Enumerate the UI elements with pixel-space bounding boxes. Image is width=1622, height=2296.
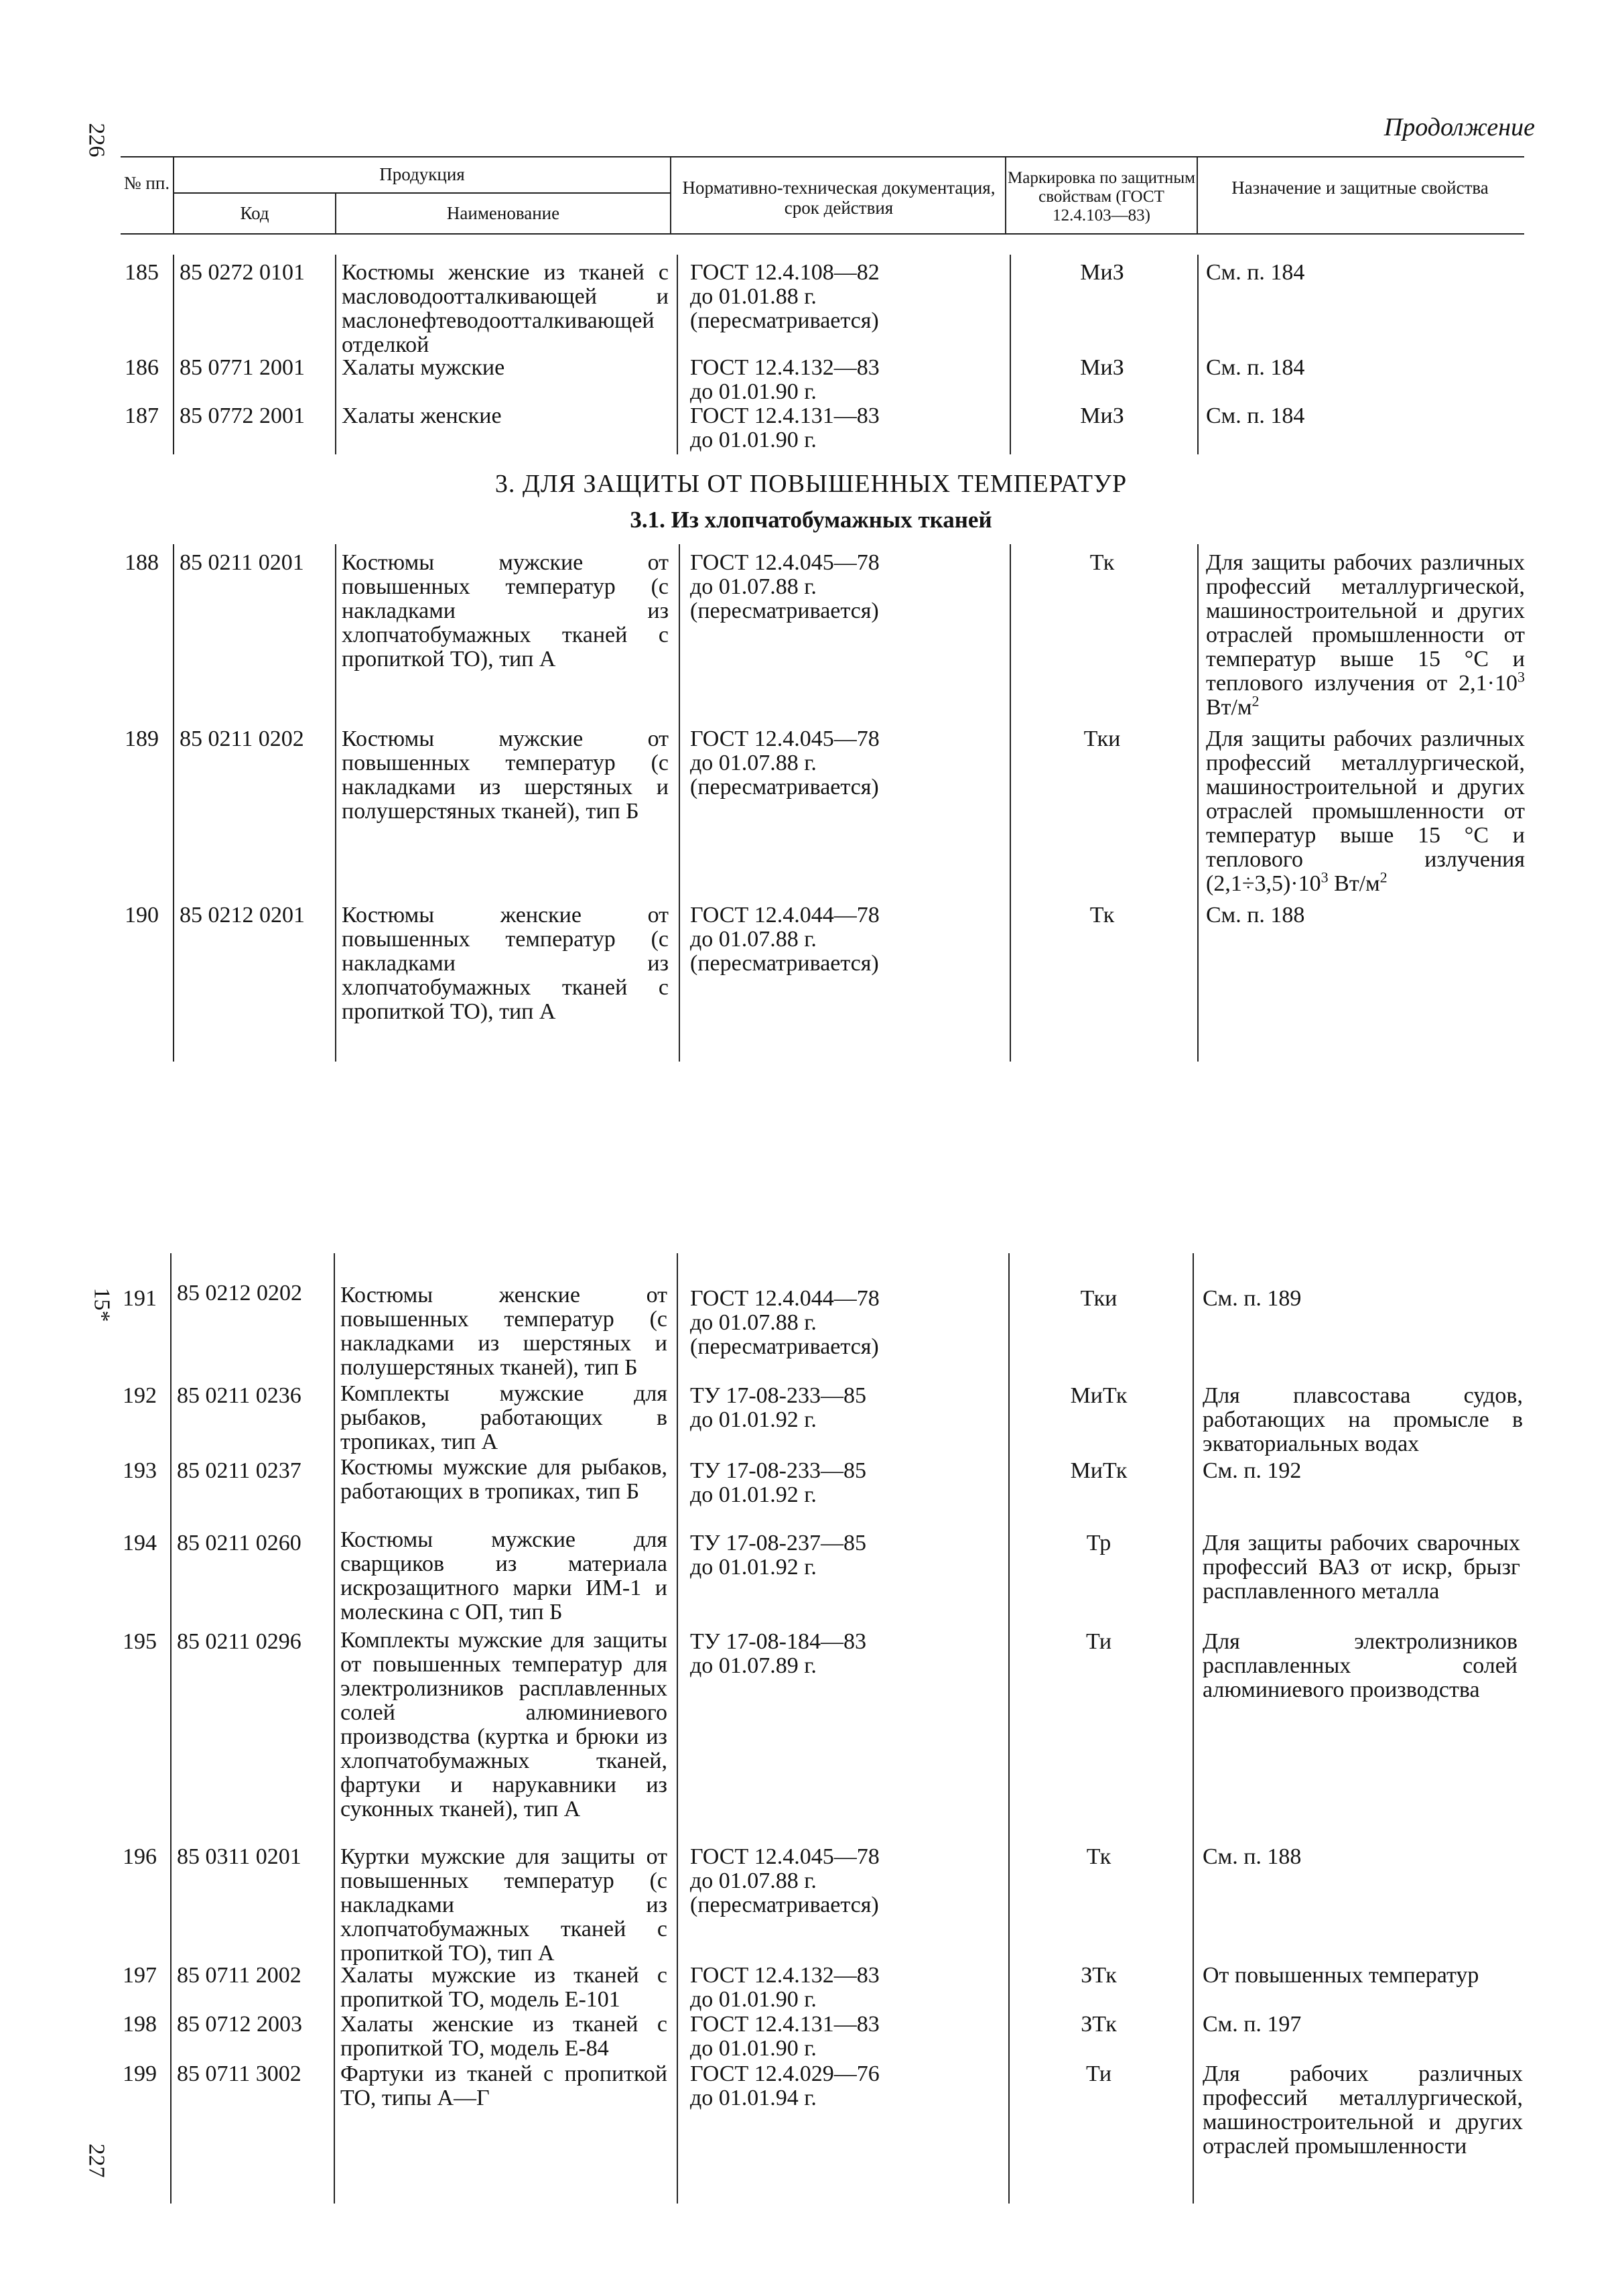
- protection-marking: Тк: [1086, 1844, 1111, 1869]
- product-rule: [173, 192, 670, 194]
- protection-marking: Ти: [1085, 2061, 1112, 2086]
- column-rule: [173, 255, 174, 454]
- doc-line: до 01.07.88 г.: [690, 927, 817, 952]
- doc-line: (пересматривается): [690, 1334, 879, 1359]
- column-rule: [1010, 544, 1011, 1062]
- header-doc: Нормативно-техническая документация, срок действия: [682, 178, 996, 218]
- doc-line: (пересматривается): [690, 775, 879, 800]
- product-code: 85 0211 0236: [177, 1383, 301, 1408]
- purpose: См. п. 188: [1203, 1844, 1302, 1869]
- row-number: 197: [123, 1963, 157, 1988]
- continuation-label: Продолжение: [1383, 113, 1535, 141]
- normative-doc: [690, 903, 1005, 976]
- column-rule: [1197, 544, 1199, 1062]
- column-rule: [677, 1253, 678, 2204]
- product-name: Халаты мужские из тканей с пропиткой ТО, модель Е-101: [340, 1963, 667, 2012]
- normative-doc: [690, 727, 1005, 800]
- protection-marking: МиТк: [1070, 1458, 1128, 1483]
- header-divider: [335, 192, 336, 233]
- normative-doc: [690, 1384, 1005, 1432]
- doc-line: до 01.01.90 г.: [690, 2036, 817, 2061]
- normative-doc: [690, 1630, 1005, 1678]
- row-number: 198: [123, 2012, 157, 2037]
- product-name: Костюмы мужские для рыбаков, работающих в тропиках, тип Б: [340, 1455, 667, 1504]
- product-name: Костюмы мужские от повышенных температур (с накладками из шерстяных и полушерстяных тканей), тип Б: [342, 726, 669, 824]
- column-rule: [334, 1253, 335, 2204]
- header-product: Продукция: [379, 164, 465, 184]
- product-name: Куртки мужские для защиты от повышенных температур (с накладками из хлопчатобумажных тканей с пропиткой ТО), тип А: [340, 1844, 667, 1966]
- section-title: 3. ДЛЯ ЗАЩИТЫ ОТ ПОВЫШЕННЫХ ТЕМПЕРАТУР: [494, 470, 1128, 498]
- product-code: 85 0712 2003: [177, 2012, 302, 2037]
- product-name: Халаты женские из тканей с пропиткой ТО, модель Е-84: [340, 2012, 667, 2061]
- product-code: 85 0211 0237: [177, 1458, 301, 1483]
- product-name: Костюмы мужские от повышенных температур (с накладками из хлопчатобумажных тканей с пропиткой ТО), тип А: [342, 550, 669, 672]
- product-name: Халаты мужские: [342, 355, 505, 380]
- purpose: См. п. 192: [1203, 1458, 1302, 1483]
- doc-line: до 01.01.94 г.: [690, 2086, 817, 2110]
- purpose: Для рабочих различных профессий металлургической, машиностроительной и других отраслей промышленности: [1203, 2061, 1523, 2159]
- product-name: Халаты женские: [342, 403, 502, 428]
- header-mark: Маркировка по защитным свойствам (ГОСТ 12.4.103—83): [1008, 169, 1195, 225]
- normative-doc: [690, 551, 1005, 623]
- protection-marking: Тки: [1080, 1286, 1118, 1311]
- product-name: Костюмы женские от повышенных температур (с накладками из шерстяных и полушерстяных тканей), тип Б: [340, 1283, 667, 1380]
- doc-line: до 01.01.92 г.: [690, 1482, 817, 1507]
- header-top-rule: [121, 156, 1524, 157]
- header-divider: [173, 156, 174, 233]
- protection-marking: Тк: [1089, 903, 1115, 928]
- doc-line: ТУ 17-08-184—83: [690, 1629, 866, 1654]
- doc-line: ГОСТ 12.4.132—83: [690, 355, 880, 380]
- doc-line: ГОСТ 12.4.045—78: [690, 550, 880, 575]
- product-code: 85 0771 2001: [180, 355, 305, 380]
- doc-line: (пересматривается): [690, 1893, 879, 1917]
- doc-line: до 01.01.92 г.: [690, 1555, 817, 1580]
- normative-doc: [690, 404, 1005, 452]
- doc-line: ТУ 17-08-233—85: [690, 1458, 866, 1483]
- doc-line: ГОСТ 12.4.029—76: [690, 2061, 880, 2086]
- doc-line: ГОСТ 12.4.131—83: [690, 2012, 880, 2037]
- purpose: См. п. 189: [1203, 1286, 1302, 1311]
- column-rule: [1197, 255, 1199, 454]
- product-name: Комплекты мужские для защиты от повышенных температур для электролизников расплавленных солей алюминиевого производства (куртка и брюки из хлопчатобумажных тканей, фартуки и нарукавники из суконных тканей), тип А: [340, 1628, 667, 1822]
- doc-line: (пересматривается): [690, 308, 879, 333]
- normative-doc: [690, 2062, 1005, 2110]
- product-code: 85 0211 0260: [177, 1531, 301, 1555]
- row-number: 192: [123, 1383, 157, 1408]
- column-rule: [1010, 255, 1011, 454]
- normative-doc: [690, 261, 1005, 333]
- product-code: 85 0772 2001: [180, 403, 305, 428]
- purpose: См. п. 197: [1203, 2012, 1302, 2037]
- doc-line: до 01.01.90 г.: [690, 379, 817, 404]
- purpose: См. п. 184: [1206, 260, 1305, 285]
- normative-doc: [690, 1459, 1005, 1507]
- protection-marking: Ти: [1085, 1629, 1112, 1654]
- product-code: 85 0212 0201: [180, 903, 305, 928]
- doc-line: ГОСТ 12.4.045—78: [690, 726, 880, 751]
- doc-line: (пересматривается): [690, 598, 879, 623]
- header-divider: [1005, 156, 1006, 233]
- protection-marking: МиЗ: [1080, 260, 1124, 285]
- header-purpose: Назначение и защитные свойства: [1231, 178, 1489, 198]
- product-code: 85 0211 0202: [180, 726, 304, 751]
- normative-doc: [690, 1845, 1005, 1917]
- header-bottom-rule: [121, 233, 1524, 235]
- header-divider: [1197, 156, 1198, 233]
- left-page-number: 226: [84, 123, 109, 157]
- normative-doc: [690, 1964, 1005, 2012]
- product-name: Комплекты мужские для рыбаков, работающих в тропиках, тип А: [340, 1381, 667, 1454]
- doc-line: ГОСТ 12.4.044—78: [690, 1286, 880, 1311]
- doc-line: до 01.01.90 г.: [690, 1987, 817, 2012]
- purpose: От повышенных температур: [1203, 1963, 1479, 1988]
- doc-line: до 01.01.88 г.: [690, 284, 817, 309]
- signature-mark: 15*: [89, 1287, 115, 1322]
- protection-marking: МиЗ: [1080, 355, 1124, 380]
- purpose: Для защиты рабочих сварочных профессий ВАЗ от искр, брызг расплавленного металла: [1203, 1531, 1520, 1604]
- header-num: № пп.: [123, 173, 170, 193]
- column-rule: [1193, 1253, 1194, 2204]
- protection-marking: МиЗ: [1080, 403, 1124, 428]
- column-rule: [173, 544, 174, 1062]
- doc-line: до 01.07.88 г.: [690, 1310, 817, 1335]
- protection-marking: Тки: [1083, 726, 1121, 751]
- doc-line: до 01.01.92 г.: [690, 1407, 817, 1432]
- doc-line: ТУ 17-08-233—85: [690, 1383, 866, 1408]
- product-code: 85 0711 3002: [177, 2061, 301, 2086]
- column-rule: [170, 1253, 172, 2204]
- row-number: 189: [125, 726, 159, 751]
- subsection-title: 3.1. Из хлопчатобумажных тканей: [630, 507, 992, 533]
- protection-marking: Тр: [1086, 1531, 1111, 1555]
- protection-marking: ЗТк: [1081, 2012, 1117, 2037]
- purpose: См. п. 184: [1206, 355, 1305, 380]
- column-rule: [679, 544, 680, 1062]
- doc-line: ГОСТ 12.4.131—83: [690, 403, 880, 428]
- purpose: Для электролизников расплавленных солей алюминиевого производства: [1203, 1629, 1517, 1702]
- column-rule: [335, 544, 336, 1062]
- row-number: 194: [123, 1531, 157, 1555]
- product-code: 85 0211 0201: [180, 550, 304, 575]
- doc-line: (пересматривается): [690, 951, 879, 976]
- purpose: Для защиты рабочих различных профессий металлургической, машиностроительной и других отраслей промышленности от температур выше 15 °С и теплового излучения от $2,1\cdot 10^3$ $Вт/м^2$: [1206, 550, 1525, 720]
- purpose: См. п. 184: [1206, 403, 1305, 428]
- protection-marking: ЗТк: [1081, 1963, 1117, 1988]
- row-number: 195: [123, 1629, 157, 1654]
- row-number: 193: [123, 1458, 157, 1483]
- product-code: 85 0272 0101: [180, 260, 305, 285]
- row-number: 190: [125, 903, 159, 928]
- product-name: Костюмы женские от повышенных температур (с накладками из хлопчатобумажных тканей с пропиткой ТО), тип А: [342, 903, 669, 1024]
- doc-line: ТУ 17-08-237—85: [690, 1531, 866, 1555]
- row-number: 196: [123, 1844, 157, 1869]
- right-page-number: 227: [84, 2143, 109, 2178]
- product-name: Костюмы женские из тканей с масловодоотталкивающей и маслонефтеводоотталкивающей отделкой: [342, 260, 669, 357]
- product-code: 85 0311 0201: [177, 1844, 301, 1869]
- header-code: Код: [240, 203, 269, 223]
- product-name: Костюмы мужские для сварщиков из материала искрозащитного марки ИМ-1 и молескина с ОП, тип Б: [340, 1527, 667, 1624]
- doc-line: ГОСТ 12.4.044—78: [690, 903, 880, 928]
- doc-line: ГОСТ 12.4.108—82: [690, 260, 880, 285]
- protection-marking: МиТк: [1070, 1383, 1128, 1408]
- row-number: 191: [123, 1286, 157, 1311]
- doc-line: до 01.07.88 г.: [690, 574, 817, 599]
- product-code: 85 0211 0296: [177, 1629, 301, 1654]
- row-number: 199: [123, 2061, 157, 2086]
- purpose: См. п. 188: [1206, 903, 1305, 928]
- header-divider: [670, 156, 671, 233]
- normative-doc: [690, 356, 1005, 404]
- product-code: 85 0212 0202: [177, 1281, 302, 1305]
- normative-doc: [690, 1531, 1005, 1580]
- row-number: 187: [125, 403, 159, 428]
- header-name: Наименование: [446, 203, 560, 223]
- doc-line: до 01.07.88 г.: [690, 751, 817, 775]
- doc-line: до 01.01.90 г.: [690, 428, 817, 452]
- product-code: 85 0711 2002: [177, 1963, 301, 1988]
- protection-marking: Тк: [1089, 550, 1115, 575]
- doc-line: ГОСТ 12.4.045—78: [690, 1844, 880, 1869]
- doc-line: до 01.07.88 г.: [690, 1868, 817, 1893]
- row-number: 185: [125, 260, 159, 285]
- normative-doc: [690, 1287, 1005, 1359]
- normative-doc: [690, 2013, 1005, 2061]
- purpose: Для защиты рабочих различных профессий металлургической, машиностроительной и других отраслей промышленности от температур выше 15 °С и теплового излучения $(2,1\div 3,5)\cdot 10^3$ $Вт/м^2$: [1206, 726, 1525, 896]
- doc-line: до 01.07.89 г.: [690, 1653, 817, 1678]
- doc-line: ГОСТ 12.4.132—83: [690, 1963, 880, 1988]
- purpose: Для плавсостава судов, работающих на промысле в экваториальных водах: [1203, 1383, 1523, 1456]
- row-number: 186: [125, 355, 159, 380]
- column-rule: [677, 255, 678, 454]
- row-number: 188: [125, 550, 159, 575]
- product-name: Фартуки из тканей с пропиткой ТО, типы А—Г: [340, 2061, 667, 2110]
- column-rule: [335, 255, 336, 454]
